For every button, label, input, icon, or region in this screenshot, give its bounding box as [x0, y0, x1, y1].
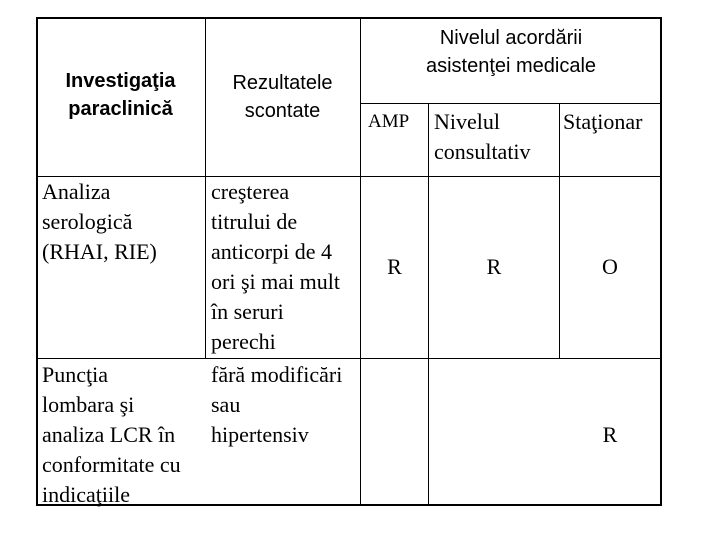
header-care-level: Nivelul acordării asistenţei medicale — [425, 27, 597, 77]
row1-investigation: Analiza serologică (RHAI, RIE) — [42, 179, 157, 264]
row1-consultative: R — [486, 254, 502, 279]
header-subdivider — [360, 103, 662, 104]
row1-amp: R — [387, 254, 402, 279]
row1-result: creşterea titrului de anticorpi de 4 ori şi mai mult în seruri perechi — [211, 179, 340, 354]
col-divider-4 — [559, 103, 560, 358]
header-results: Rezultatele scontate — [232, 72, 333, 122]
row-divider — [36, 358, 662, 359]
header-investigation: Investigaţia paraclinică — [65, 70, 176, 120]
row2-stationar: R — [602, 422, 618, 447]
header-amp: AMP — [368, 111, 410, 132]
row1-stationar: O — [602, 254, 618, 279]
row2-result: fără modificări sau hipertensiv — [211, 362, 343, 447]
row2-investigation: Puncţia lombara şi analiza LCR în conformitate cu indicaţiile — [42, 362, 181, 507]
header-consultative: Nivelul consultativ — [434, 109, 531, 164]
col-divider-1 — [205, 17, 206, 358]
header-stationar: Staţionar — [563, 109, 643, 134]
col-divider-3 — [428, 103, 429, 506]
